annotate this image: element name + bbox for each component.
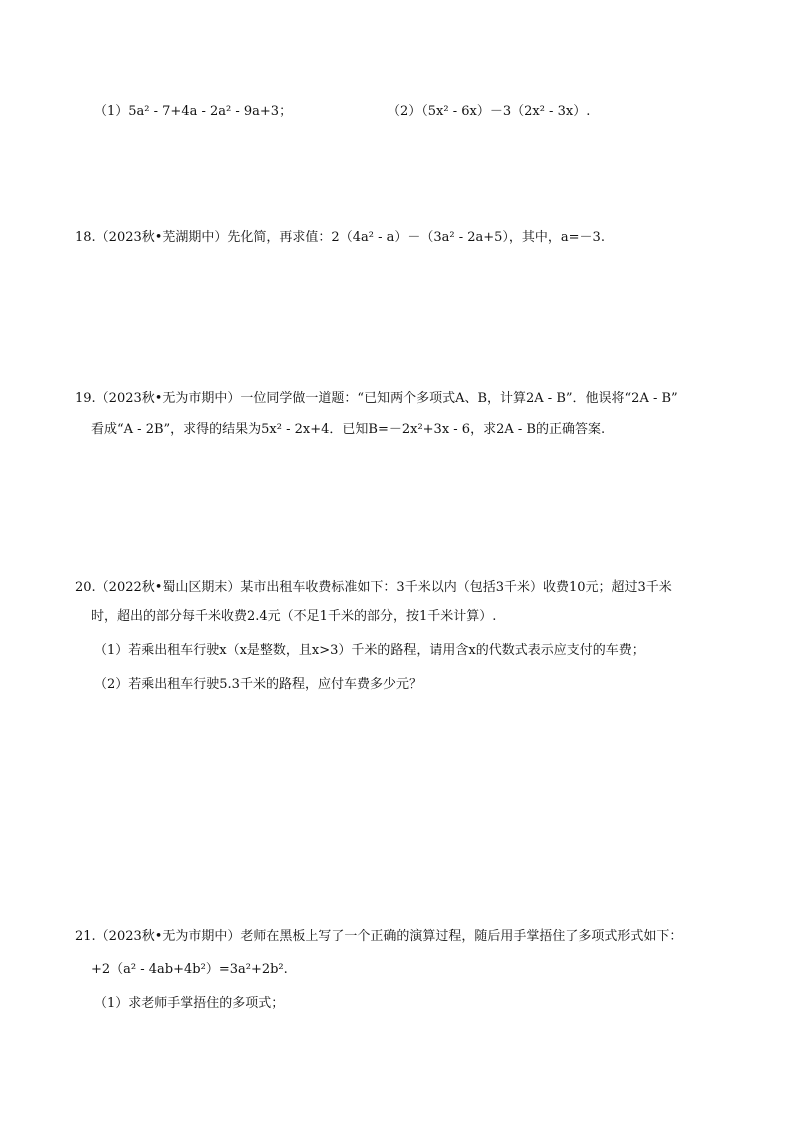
problem-20-line-1: 20.（2022秋•蜀山区期末）某市出租车收费标准如下：3千米以内（包括3千米）收费10元；超过3千米 bbox=[75, 580, 672, 595]
problem-19-line-1: 19.（2023秋•无为市期中）一位同学做一道题：“已知两个多项式A、B，计算2A - B”．他误将“2A - B” bbox=[75, 391, 678, 406]
problem-21-line-1: 21.（2023秋•无为市期中）老师在黑板上写了一个正确的演算过程，随后用手掌捂住了多项式形式如下： bbox=[75, 929, 683, 944]
problem-18-text: 18.（2023秋•芜湖期中）先化简，再求值：2（4a² - a）－（3a² - 2a+5），其中，a=－3. bbox=[75, 230, 605, 245]
problem-20-part-2: （2）若乘出租车行驶5.3千米的路程，应付车费多少元？ bbox=[94, 677, 422, 692]
problem-17-part-1: （1）5a² - 7+4a - 2a² - 9a+3； bbox=[94, 104, 293, 119]
problem-20-line-2: 时，超出的部分每千米收费2.4元（不足1千米的部分，按1千米计算）. bbox=[91, 609, 497, 624]
problem-19-line-2: 看成“A - 2B”，求得的结果为5x² - 2x+4．已知B=－2x²+3x - 6，求2A - B的正确答案. bbox=[91, 422, 606, 437]
problem-17-part-2: （2）（5x² - 6x）－3（2x² - 3x）. bbox=[387, 104, 591, 119]
problem-21-line-2: +2（a² - 4ab+4b²）=3a²+2b². bbox=[91, 962, 288, 977]
problem-20-part-1: （1）若乘出租车行驶x（x是整数，且x>3）千米的路程，请用含x的代数式表示应支付的车费； bbox=[94, 643, 645, 658]
problem-21-part-1: （1）求老师手掌捂住的多项式； bbox=[94, 996, 285, 1011]
